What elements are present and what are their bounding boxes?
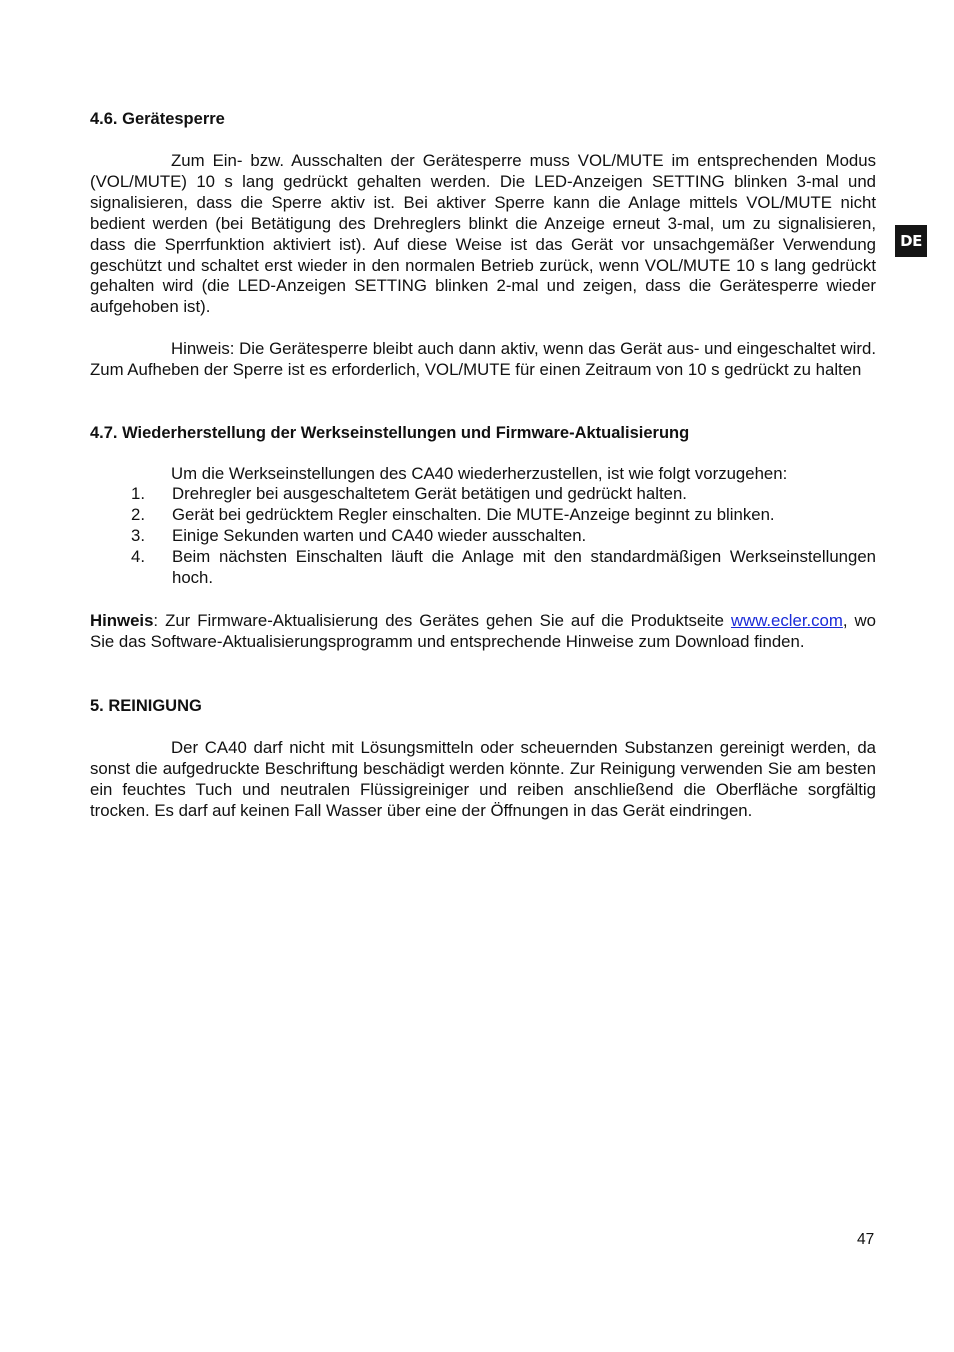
language-tab-de: DE [895, 225, 927, 257]
list-item [90, 526, 876, 547]
step-number: 4. [131, 546, 145, 566]
section-5-paragraph: Der CA40 darf nicht mit Lösungsmitteln oder scheuernden Substanzen gereinigt werden, da sonst die aufgedruckte Beschriftung beschädigt werden könnte. Zur Reinigung verwenden Sie am besten ein feuchtes Tuch und neutralen Flüssigreiniger und reiben anschließend die Oberfläche sorgfältig trocken. Es darf auf keinen Fall Wasser über eine der Öffnungen in das Gerät eindringen. [90, 738, 876, 820]
step-number: 1. [131, 484, 145, 503]
ecler-website-link[interactable]: www.ecler.com [730, 611, 843, 630]
section-5-heading: 5. REINIGUNG [90, 697, 202, 715]
list-item [90, 547, 876, 589]
list-item [90, 505, 876, 526]
section-4-6-heading: 4.6. Gerätesperre [90, 110, 225, 128]
page-number: 47 [857, 1231, 875, 1248]
step-text: Einige Sekunden warten und CA40 wieder ausschalten. [172, 525, 587, 545]
section-4-7-intro: Um die Werkseinstellungen des CA40 wiederherzustellen, ist wie folgt vorzugehen: [171, 464, 788, 483]
step-text: Beim nächsten Einschalten läuft die Anlage mit den standardmäßigen Werkseinstellungen hoch. [172, 546, 876, 587]
step-text: Drehregler bei ausgeschaltetem Gerät betätigen und gedrückt halten. [172, 484, 687, 503]
step-number: 3. [131, 525, 145, 545]
step-text: Gerät bei gedrücktem Regler einschalten. Die MUTE-Anzeige beginnt zu blinken. [172, 504, 775, 524]
section-4-6-paragraph: Zum Ein- bzw. Ausschalten der Gerätesperre muss VOL/MUTE im entsprechenden Modus (VOL/MUTE) 10 s lang gedrückt gehalten werden. Die LED-Anzeigen SETTING blinken 3-mal und signalisieren, dass die Sperre aktiv ist. Bei aktiver Sperre kann die Anlage mittels VOL/MUTE nicht bedient werden (bei Betätigung des Drehreglers blinkt die Anzeige erneut 3-mal, um zu signalisieren, dass die Sperrfunktion aktiviert ist). Auf diese Weise ist das Gerät vor unsachgemäßer Verwendung geschützt und schaltet erst wieder in den normalen Betrieb zurück, wenn VOL/MUTE 10 s lang gedrückt gehalten wird (die LED-Anzeigen SETTING blinken 2-mal und zeigen, dass die Gerätesperre wieder aufgehoben ist). [90, 151, 876, 317]
hint-text-before: : Zur Firmware-Aktualisierung des Gerätes gehen Sie auf die Produktseite [153, 611, 731, 630]
reset-steps-list [90, 484, 876, 589]
hint-label: Hinweis [90, 611, 154, 630]
section-4-6-note: Hinweis: Die Gerätesperre bleibt auch dann aktiv, wenn das Gerät aus- und eingeschaltet wird. Zum Aufheben der Sperre ist es erforderlich, VOL/MUTE für einen Zeitraum von 10 s gedrückt zu halten [90, 339, 876, 379]
list-item [90, 484, 876, 505]
step-number: 2. [131, 504, 145, 524]
hint-text-after: , wo Sie das Software-Aktualisierungsprogramm und entsprechende Hinweise zum Download finden. [90, 611, 877, 651]
firmware-hint-paragraph [90, 611, 876, 653]
section-4-7-heading: 4.7. Wiederherstellung der Werkseinstellungen und Firmware-Aktualisierung [90, 424, 690, 442]
